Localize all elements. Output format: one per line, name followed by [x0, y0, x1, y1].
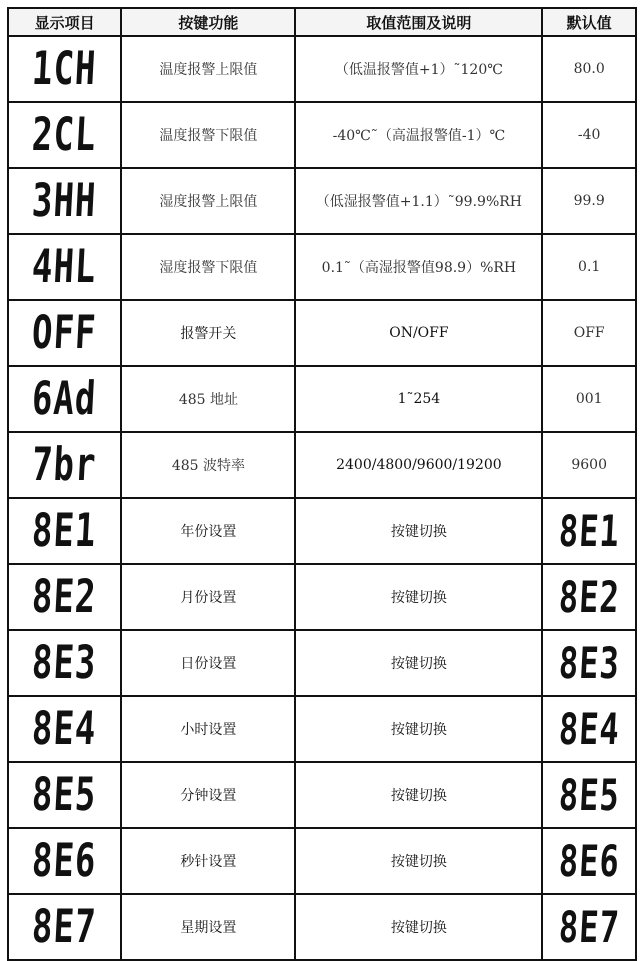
display-code: 4HL	[31, 240, 99, 294]
function-cell: 秒针设置	[121, 828, 295, 894]
display-code-cell	[8, 828, 121, 894]
display-code: 8E4	[31, 702, 99, 756]
default-value: OFF	[573, 325, 605, 341]
table-row	[8, 564, 636, 630]
default-value: -40	[577, 127, 601, 143]
display-code-cell	[8, 234, 121, 300]
table-row	[8, 432, 636, 498]
display-code: 8E6	[31, 834, 99, 888]
display-code: 8E1	[31, 504, 99, 558]
table-row	[8, 498, 636, 564]
table-row	[8, 234, 636, 300]
display-code-cell	[8, 498, 121, 564]
function-cell: 分钟设置	[121, 762, 295, 828]
default-cell	[542, 564, 636, 630]
function-cell: 月份设置	[121, 564, 295, 630]
display-code: 6Ad	[31, 372, 99, 426]
default-cell	[542, 36, 636, 102]
default-cell	[542, 762, 636, 828]
table-row	[8, 696, 636, 762]
default-value: 001	[575, 391, 603, 407]
function-cell: 温度报警上限值	[121, 36, 295, 102]
default-cell	[542, 630, 636, 696]
range-cell: （低湿报警值+1.1）˜99.9%RH	[295, 168, 542, 234]
display-code: OFF	[31, 306, 99, 360]
display-code: 8E5	[31, 768, 99, 822]
header-default: 默认值	[542, 8, 636, 36]
header-range: 取值范围及说明	[295, 8, 542, 36]
default-display-code: 8E4	[557, 703, 621, 755]
display-items-table	[7, 7, 637, 961]
default-display-code: 8E5	[557, 769, 621, 821]
display-code-cell	[8, 36, 121, 102]
display-code: 3HH	[31, 174, 99, 228]
function-cell: 湿度报警上限值	[121, 168, 295, 234]
table-row	[8, 630, 636, 696]
table-row	[8, 168, 636, 234]
display-code-cell	[8, 168, 121, 234]
function-cell: 湿度报警下限值	[121, 234, 295, 300]
table-header-row	[8, 8, 636, 36]
header-key-function: 按键功能	[121, 8, 295, 36]
range-cell: 0.1˜（高湿报警值98.9）%RH	[295, 234, 542, 300]
table-row	[8, 36, 636, 102]
default-value: 80.0	[573, 61, 605, 77]
default-cell	[542, 696, 636, 762]
default-cell	[542, 168, 636, 234]
default-cell	[542, 300, 636, 366]
range-cell: -40℃˜（高温报警值-1）℃	[295, 102, 542, 168]
default-cell	[542, 828, 636, 894]
display-code: 8E7	[31, 900, 99, 954]
default-display-code: 8E2	[557, 571, 621, 623]
function-cell: 日份设置	[121, 630, 295, 696]
default-display-code: 8E3	[557, 637, 621, 689]
display-code-cell	[8, 696, 121, 762]
default-cell	[542, 102, 636, 168]
range-cell: （低温报警值+1）˜120℃	[295, 36, 542, 102]
default-cell	[542, 366, 636, 432]
range-cell: 2400/4800/9600/19200	[295, 432, 542, 498]
function-cell: 485 地址	[121, 366, 295, 432]
display-code-cell	[8, 894, 121, 960]
function-cell: 年份设置	[121, 498, 295, 564]
display-code-cell	[8, 630, 121, 696]
display-code-cell	[8, 102, 121, 168]
range-cell: 按键切换	[295, 696, 542, 762]
display-code: 7br	[31, 438, 99, 492]
function-cell: 小时设置	[121, 696, 295, 762]
function-cell: 星期设置	[121, 894, 295, 960]
range-cell: ON/OFF	[295, 300, 542, 366]
display-code-cell	[8, 366, 121, 432]
display-code: 8E3	[31, 636, 99, 690]
range-cell: 按键切换	[295, 894, 542, 960]
default-cell	[542, 234, 636, 300]
default-display-code: 8E7	[557, 901, 621, 953]
default-cell	[542, 894, 636, 960]
default-display-code: 8E1	[557, 505, 621, 557]
range-cell: 按键切换	[295, 630, 542, 696]
table-row	[8, 894, 636, 960]
display-code: 8E2	[31, 570, 99, 624]
table-row	[8, 366, 636, 432]
display-code-cell	[8, 432, 121, 498]
default-value: 0.1	[578, 259, 601, 275]
table-row	[8, 300, 636, 366]
display-code-cell	[8, 762, 121, 828]
default-value: 99.9	[573, 193, 605, 209]
table-row	[8, 102, 636, 168]
function-cell: 报警开关	[121, 300, 295, 366]
display-code: 1CH	[31, 42, 99, 96]
range-cell: 按键切换	[295, 828, 542, 894]
default-value: 9600	[571, 457, 607, 473]
default-display-code: 8E6	[557, 835, 621, 887]
display-code-cell	[8, 300, 121, 366]
function-cell: 温度报警下限值	[121, 102, 295, 168]
range-cell: 1˜254	[295, 366, 542, 432]
display-code-cell	[8, 564, 121, 630]
table-row	[8, 762, 636, 828]
table-row	[8, 828, 636, 894]
range-cell: 按键切换	[295, 564, 542, 630]
display-code: 2CL	[31, 108, 99, 162]
default-cell	[542, 432, 636, 498]
range-cell: 按键切换	[295, 762, 542, 828]
range-cell: 按键切换	[295, 498, 542, 564]
function-cell: 485 波特率	[121, 432, 295, 498]
header-display-item: 显示项目	[8, 8, 121, 36]
default-cell	[542, 498, 636, 564]
